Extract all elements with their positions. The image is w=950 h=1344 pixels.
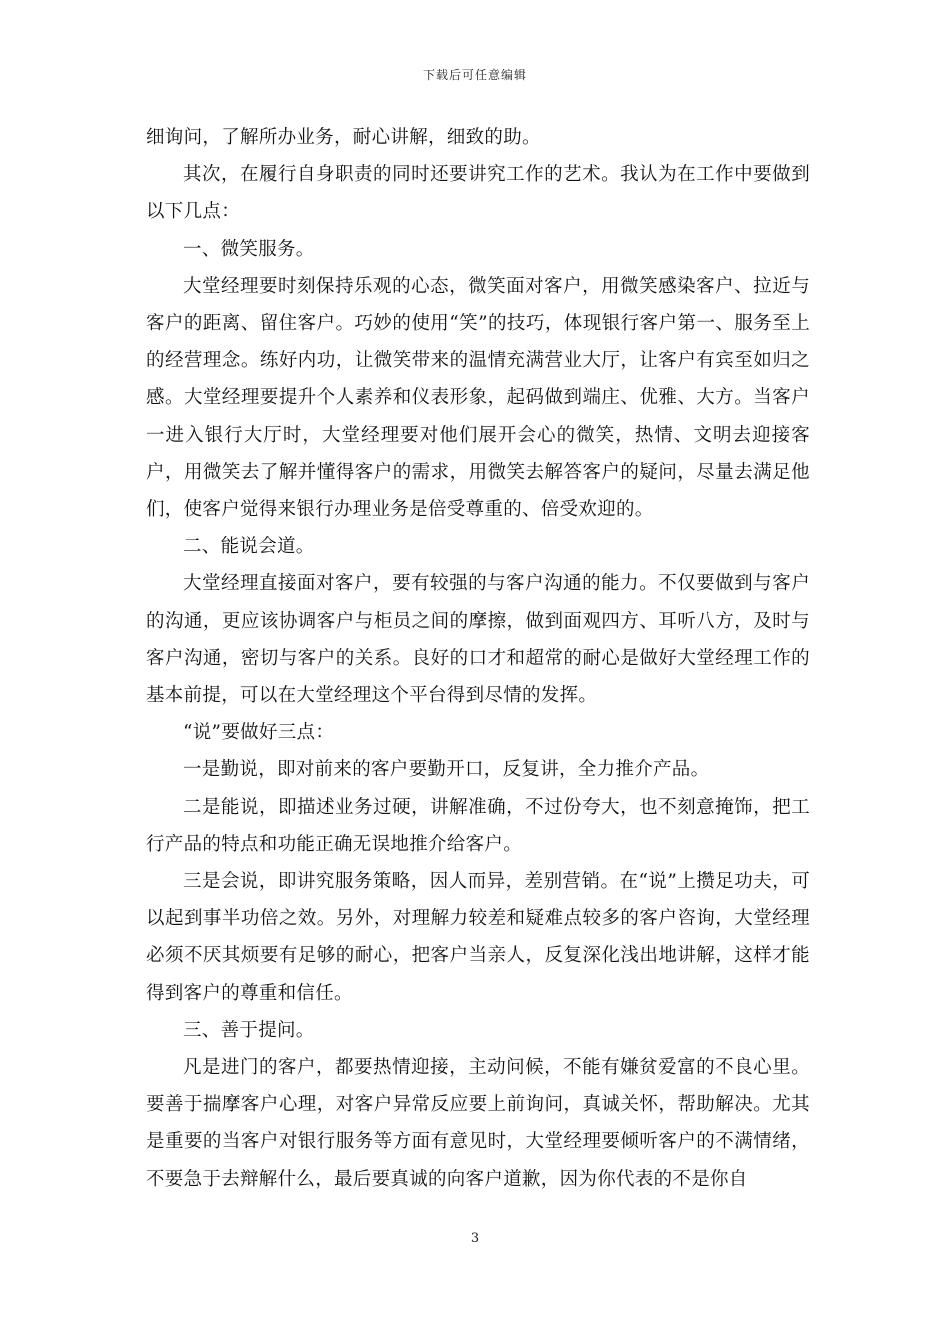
page-header: 下载后可任意编辑: [422, 68, 527, 82]
paragraph: 大堂经理直接面对客户，要有较强的与客户沟通的能力。不仅要做到与客户的沟通，更应该协调客户与柜员之间的摩擦，做到面观四方、耳听八方，及时与客户沟通，密切与客户的关系。良好的口才和超常的耐心是做好大堂经理工作的基本前提，可以在大堂经理这个平台得到尽情的发挥。: [146, 573, 810, 707]
list-item: 二是能说，即描述业务过硬，讲解准确，不过份夸大，也不刻意掩饰，把工行产品的特点和功能正确无误地推介给客户。: [146, 796, 810, 855]
document-body: [146, 119, 810, 1198]
paragraph: 其次，在履行自身职责的同时还要讲究工作的艺术。我认为在工作中要做到以下几点：: [146, 164, 810, 223]
page-number: 3: [470, 1231, 480, 1246]
section-heading: 一、微笑服务。: [183, 238, 315, 260]
section-heading: 三、善于提问。: [183, 1019, 315, 1041]
paragraph: 细询问，了解所办业务，耐心讲解，细致的助。: [146, 127, 541, 148]
list-item: 三是会说，即讲究服务策略，因人而异，差别营销。在“说”上攒足功夫，可以起到事半功倍之效。另外，对理解力较差和疑难点较多的客户咨询，大堂经理必须不厌其烦要有足够的耐心，把客户当亲人，反复深化浅出地讲解，这样才能得到客户的尊重和信任。: [146, 871, 810, 1004]
paragraph: 凡是进门的客户，都要热情迎接，主动问候，不能有嫌贫爱富的不良心里。要善于揣摩客户心理，对客户异常反应要上前询问，真诚关怀，帮助解决。尤其是重要的当客户对银行服务等方面有意见时，大堂经理要倾听客户的不满情绪，不要急于去辩解什么，最后要真诚的向客户道歉，因为你代表的不是你自: [146, 1057, 810, 1190]
paragraph: “说”要做好三点：: [183, 722, 335, 744]
paragraph: 大堂经理要时刻保持乐观的心态，微笑面对客户，用微笑感染客户、拉近与客户的距离、留住客户。巧妙的使用“笑”的技巧，体现银行客户第一、服务至上的经营理念。练好内功，让微笑带来的温情充满营业大厅，让客户有宾至如归之感。大堂经理要提升个人素养和仪表形象，起码做到端庄、优雅、大方。当客户一进入银行大厅时，大堂经理要对他们展开会心的微笑，热情、文明去迎接客户，用微笑去了解并懂得客户的需求，用微笑去解答客户的疑问，尽量去满足他们，使客户觉得来银行办理业务是倍受尊重的、倍受欢迎的。: [146, 275, 810, 521]
section-heading: 二、能说会道。: [183, 536, 315, 558]
list-item: 一是勤说，即对前来的客户要勤开口，反复讲，全力推介产品。: [183, 759, 710, 781]
